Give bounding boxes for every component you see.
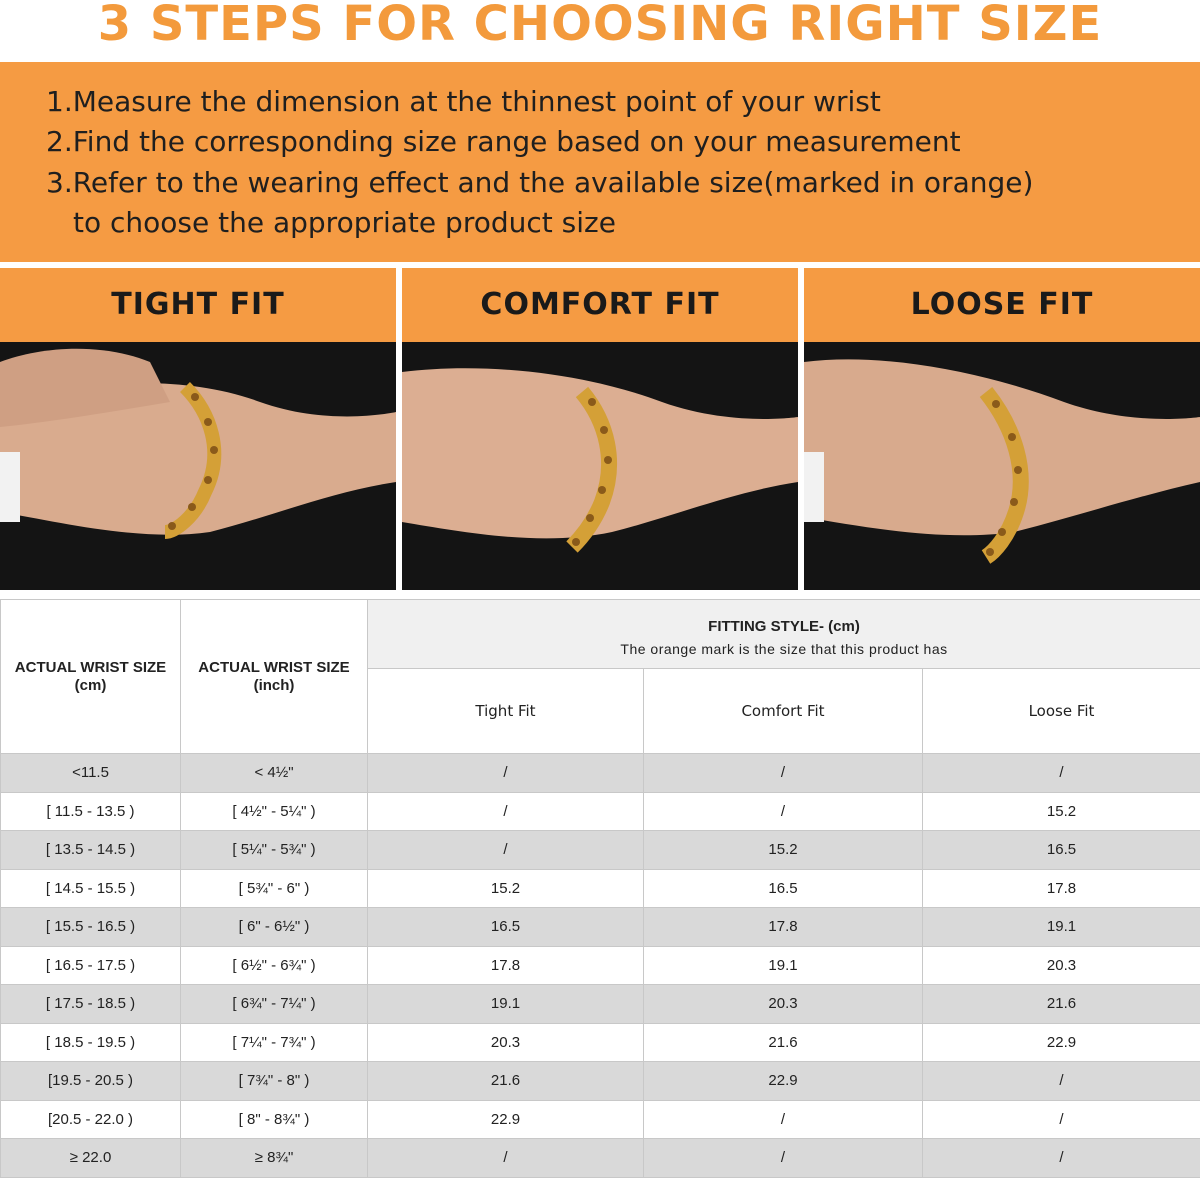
cell-loose: 16.5 <box>923 831 1200 870</box>
table-row <box>1 1062 1200 1101</box>
cell-wrist-inch: [ 6¾" - 7¼" ) <box>181 985 368 1024</box>
cell-wrist-cm: [ 13.5 - 14.5 ) <box>1 831 181 870</box>
table-row <box>1 1139 1200 1178</box>
cell-loose: 15.2 <box>923 792 1200 831</box>
size-table <box>0 599 1200 1178</box>
cell-loose: / <box>923 1100 1200 1139</box>
size-rows <box>1 754 1200 1178</box>
cell-comfort: 15.2 <box>644 831 923 870</box>
header-wrist-cm <box>1 600 181 754</box>
header-fitting-style <box>368 600 1200 669</box>
table-row <box>1 869 1200 908</box>
header-comfort-fit: Comfort Fit <box>644 669 923 754</box>
step-3-continued: to choose the appropriate product size <box>73 206 616 239</box>
cell-loose: 21.6 <box>923 985 1200 1024</box>
table-row <box>1 792 1200 831</box>
cell-comfort: 16.5 <box>644 869 923 908</box>
cell-wrist-inch: [ 5¼" - 5¾" ) <box>181 831 368 870</box>
cell-tight: 21.6 <box>368 1062 644 1101</box>
cell-wrist-inch: [ 6½" - 6¾" ) <box>181 946 368 985</box>
cell-comfort: 19.1 <box>644 946 923 985</box>
cell-wrist-inch: [ 5¾" - 6" ) <box>181 869 368 908</box>
cell-wrist-cm: [ 14.5 - 15.5 ) <box>1 869 181 908</box>
header-loose-fit: Loose Fit <box>923 669 1200 754</box>
fit-panel-tight <box>0 268 396 590</box>
cell-comfort: 22.9 <box>644 1062 923 1101</box>
cell-loose: / <box>923 754 1200 793</box>
cell-wrist-cm: [ 15.5 - 16.5 ) <box>1 908 181 947</box>
fitting-style-title: FITTING STYLE- (cm) <box>708 617 860 635</box>
cell-comfort: 21.6 <box>644 1023 923 1062</box>
cell-loose: 19.1 <box>923 908 1200 947</box>
cell-wrist-cm: [ 18.5 - 19.5 ) <box>1 1023 181 1062</box>
cell-wrist-inch: [ 4½" - 5¼" ) <box>181 792 368 831</box>
header-wrist-inch-line2: (inch) <box>253 676 295 694</box>
fit-label-comfort: COMFORT FIT <box>402 268 798 342</box>
table-row <box>1 831 1200 870</box>
cell-tight: / <box>368 754 644 793</box>
table-row <box>1 1100 1200 1139</box>
cell-comfort: / <box>644 754 923 793</box>
cell-tight: / <box>368 1139 644 1178</box>
cell-wrist-cm: [ 17.5 - 18.5 ) <box>1 985 181 1024</box>
wrist-bracelet-photo <box>804 342 1200 590</box>
cell-comfort: 17.8 <box>644 908 923 947</box>
cell-loose: / <box>923 1139 1200 1178</box>
step-3: 3.Refer to the wearing effect and the available size(marked in orange) <box>46 166 1034 199</box>
header-wrist-cm-line2: (cm) <box>74 676 107 694</box>
cell-wrist-inch: < 4½" <box>181 754 368 793</box>
steps-panel <box>0 62 1200 262</box>
cell-comfort: 20.3 <box>644 985 923 1024</box>
cell-wrist-inch: [ 8" - 8¾" ) <box>181 1100 368 1139</box>
header-wrist-inch <box>181 600 368 754</box>
wrist-bracelet-photo <box>0 342 396 590</box>
cell-wrist-inch: [ 6" - 6½" ) <box>181 908 368 947</box>
cell-wrist-cm: <11.5 <box>1 754 181 793</box>
fit-panel-comfort <box>402 268 798 590</box>
wrist-bracelet-photo <box>402 342 798 590</box>
fit-label-tight: TIGHT FIT <box>0 268 396 342</box>
cell-wrist-cm: [ 11.5 - 13.5 ) <box>1 792 181 831</box>
cell-tight: 19.1 <box>368 985 644 1024</box>
cell-tight: 17.8 <box>368 946 644 985</box>
cell-loose: 17.8 <box>923 869 1200 908</box>
cell-wrist-inch: ≥ 8¾" <box>181 1139 368 1178</box>
cell-tight: / <box>368 831 644 870</box>
page-title: 3 STEPS FOR CHOOSING RIGHT SIZE <box>97 0 1103 52</box>
table-row <box>1 946 1200 985</box>
header-tight-fit: Tight Fit <box>368 669 644 754</box>
fit-label-loose: LOOSE FIT <box>804 268 1200 342</box>
cell-tight: 20.3 <box>368 1023 644 1062</box>
cell-wrist-cm: [19.5 - 20.5 ) <box>1 1062 181 1101</box>
header-wrist-cm-line1: ACTUAL WRIST SIZE <box>14 658 167 676</box>
cell-comfort: / <box>644 1100 923 1139</box>
cell-wrist-cm: ≥ 22.0 <box>1 1139 181 1178</box>
cell-tight: 16.5 <box>368 908 644 947</box>
cell-wrist-cm: [ 16.5 - 17.5 ) <box>1 946 181 985</box>
cell-tight: 22.9 <box>368 1100 644 1139</box>
cell-loose: 22.9 <box>923 1023 1200 1062</box>
fit-panel-loose <box>804 268 1200 590</box>
step-1: 1.Measure the dimension at the thinnest point of your wrist <box>46 85 881 118</box>
step-2: 2.Find the corresponding size range based on your measurement <box>46 125 961 158</box>
cell-wrist-cm: [20.5 - 22.0 ) <box>1 1100 181 1139</box>
cell-loose: / <box>923 1062 1200 1101</box>
header-wrist-inch-line1: ACTUAL WRIST SIZE <box>198 658 350 676</box>
cell-wrist-inch: [ 7¾" - 8" ) <box>181 1062 368 1101</box>
table-row <box>1 985 1200 1024</box>
table-row <box>1 754 1200 793</box>
table-row <box>1 1023 1200 1062</box>
cell-comfort: / <box>644 1139 923 1178</box>
cell-tight: / <box>368 792 644 831</box>
fitting-style-note: The orange mark is the size that this product has <box>620 640 948 657</box>
table-row <box>1 908 1200 947</box>
cell-wrist-inch: [ 7¼" - 7¾" ) <box>181 1023 368 1062</box>
cell-comfort: / <box>644 792 923 831</box>
cell-tight: 15.2 <box>368 869 644 908</box>
cell-loose: 20.3 <box>923 946 1200 985</box>
